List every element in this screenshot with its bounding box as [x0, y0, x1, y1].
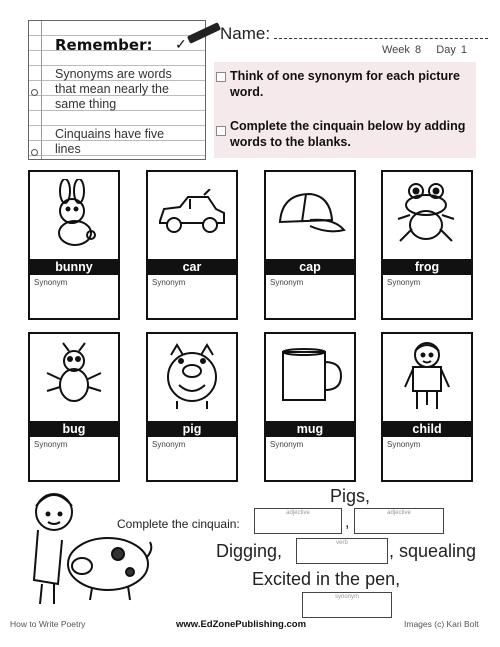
cinquain-line-4: Excited in the pen, [252, 569, 401, 589]
picture-card [28, 332, 120, 482]
notebook-margin [41, 21, 42, 159]
cinquain-line-1: Pigs, [330, 486, 371, 506]
synonym-label: Synonym [152, 278, 186, 287]
pig-icon [152, 338, 232, 414]
blank-hint: verb [336, 540, 348, 546]
card-word: pig [148, 421, 236, 437]
blank-hint: synonym [334, 594, 359, 600]
instruction-1: Think of one synonym for each picture word. [230, 69, 460, 99]
bug-icon [34, 338, 114, 414]
picture-card [146, 332, 238, 482]
cap-icon [270, 176, 350, 252]
week-day [382, 44, 467, 56]
blank-hint: adjective [286, 510, 310, 516]
synonym-blank[interactable] [302, 592, 392, 618]
picture-card [381, 332, 473, 482]
synonym-label: Synonym [34, 440, 68, 449]
synonym-label: Synonym [34, 278, 68, 287]
instruction-2: Complete the cinquain below by adding words to the blanks. [230, 119, 466, 149]
child-icon [387, 338, 467, 414]
car-icon [152, 176, 232, 252]
punch-hole [31, 89, 38, 96]
remember-line: Cinquains have five [55, 127, 165, 141]
remember-title: Remember: [55, 36, 153, 54]
check-icon: ✓ [175, 36, 187, 52]
boy-with-pig-illustration [18, 480, 158, 613]
card-word: child [383, 421, 471, 437]
remember-box [28, 20, 206, 160]
name-label: Name: [220, 24, 271, 43]
picture-card [28, 170, 120, 320]
verb-blank[interactable] [296, 538, 388, 564]
card-word: bunny [30, 259, 118, 275]
synonym-label: Synonym [387, 440, 421, 449]
synonym-label: Synonym [152, 440, 186, 449]
card-word: car [148, 259, 236, 275]
adjective-blank-2[interactable] [354, 508, 444, 534]
remember-line: that mean nearly the [55, 82, 169, 96]
synonym-label: Synonym [270, 440, 304, 449]
picture-card [381, 170, 473, 320]
footer-credit: Images (c) Kari Bolt [404, 619, 479, 629]
instruction-checkbox[interactable] [216, 126, 226, 136]
card-word: frog [383, 259, 471, 275]
mug-icon [270, 338, 350, 414]
blank-hint: adjective [387, 510, 411, 516]
bunny-icon [34, 176, 114, 252]
synonym-label: Synonym [270, 278, 304, 287]
adjective-blank-1[interactable] [254, 508, 342, 534]
picture-card [264, 170, 356, 320]
week-label: Week 8 [382, 44, 422, 56]
instruction-checkbox[interactable] [216, 72, 226, 82]
synonym-label: Synonym [387, 278, 421, 287]
card-word: bug [30, 421, 118, 437]
remember-line: lines [55, 142, 81, 156]
day-label: Day 1 [436, 44, 468, 56]
punch-hole [31, 149, 38, 156]
instructions-box [214, 62, 476, 158]
remember-line: Synonyms are words [55, 67, 172, 81]
frog-icon [387, 176, 467, 252]
footer-left: How to Write Poetry [10, 619, 86, 629]
cinquain-line-3-end: , squealing [389, 541, 477, 561]
cinquain-line-3-start: Digging, [216, 541, 283, 561]
pencil-icon [187, 22, 221, 44]
card-word: cap [266, 259, 354, 275]
picture-card [264, 332, 356, 482]
comma: , [345, 514, 350, 531]
picture-card [146, 170, 238, 320]
name-field[interactable] [274, 25, 488, 39]
remember-line: same thing [55, 97, 117, 111]
cinquain-label: Complete the cinquain: [117, 517, 240, 531]
card-word: mug [266, 421, 354, 437]
footer-website[interactable]: www.EdZonePublishing.com [176, 619, 307, 630]
name-row [220, 24, 488, 44]
